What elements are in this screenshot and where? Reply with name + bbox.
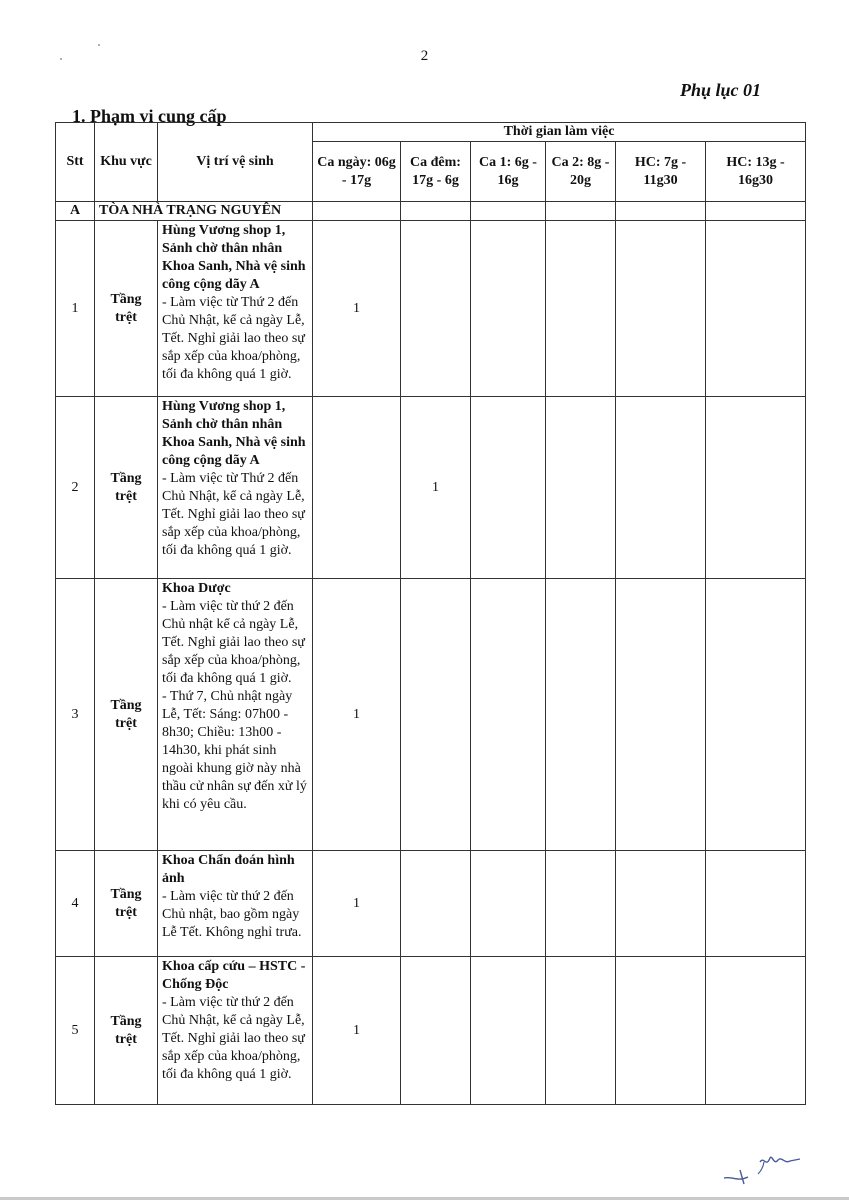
shift-cell (706, 221, 806, 397)
header-row (56, 123, 806, 142)
header-stt: Stt (56, 123, 95, 202)
header-shift: Ca 2: 8g - 20g (546, 142, 616, 202)
shift-cell (546, 851, 616, 957)
row-stt: 5 (56, 957, 95, 1105)
location-name: Hùng Vương shop 1, Sảnh chờ thân nhân Khoa Sanh, Nhà vệ sinh công cộng dãy A (162, 223, 306, 292)
page-number: 2 (420, 48, 429, 64)
shift-cell (546, 579, 616, 851)
shift-cell: 1 (313, 579, 401, 851)
shift-cell (706, 851, 806, 957)
location-note: - Làm việc từ Thứ 2 đến Chủ Nhật, kể cả ngày Lễ, Tết. Nghỉ giải lao theo sự sắp xếp của khoa/phòng, tối đa không quá 1 giờ. (162, 471, 305, 558)
location-note: - Làm việc từ Thứ 2 đến Chủ Nhật, kể cả ngày Lễ, Tết. Nghỉ giải lao theo sự sắp xếp của khoa/phòng, tối đa không quá 1 giờ. (162, 295, 305, 382)
row-khu-vuc: Tầng trệt (95, 579, 158, 851)
row-khu-vuc: Tầng trệt (95, 221, 158, 397)
group-code: A (56, 202, 95, 221)
table-row (56, 221, 806, 397)
row-stt: 2 (56, 397, 95, 579)
shift-cell (471, 851, 546, 957)
shift-cell (706, 397, 806, 579)
shift-cell (706, 579, 806, 851)
table-row (56, 397, 806, 579)
shift-cell (471, 957, 546, 1105)
row-location (158, 579, 313, 851)
row-khu-vuc: Tầng trệt (95, 397, 158, 579)
shift-cell: 1 (313, 221, 401, 397)
shift-cell (546, 397, 616, 579)
location-name: Khoa Dược (162, 581, 231, 596)
shift-cell (616, 957, 706, 1105)
scan-speck (60, 58, 62, 60)
shift-cell: 1 (313, 851, 401, 957)
shift-cell: 1 (401, 397, 471, 579)
group-name: TÒA NHÀ TRẠNG NGUYÊN (95, 202, 313, 221)
shift-cell (401, 851, 471, 957)
shift-cell (616, 221, 706, 397)
shift-cell (616, 397, 706, 579)
shift-cell (313, 397, 401, 579)
location-name: Khoa cấp cứu – HSTC - Chống Độc (162, 959, 306, 992)
shift-cell (546, 221, 616, 397)
header-shift: HC: 13g - 16g30 (706, 142, 806, 202)
appendix-label: Phụ lục 01 (679, 80, 761, 100)
row-stt: 3 (56, 579, 95, 851)
header-thoi-gian: Thời gian làm việc (313, 123, 806, 142)
table-row (56, 957, 806, 1105)
shift-cell (616, 851, 706, 957)
row-location (158, 851, 313, 957)
shift-cell: 1 (313, 957, 401, 1105)
location-note: - Làm việc từ thứ 2 đến Chủ nhật, bao gồm ngày Lễ Tết. Không nghỉ trưa. (162, 889, 302, 940)
shift-cell (401, 957, 471, 1105)
location-name: Khoa Chẩn đoán hình ảnh (162, 853, 295, 886)
shift-cell (546, 957, 616, 1105)
scope-table (55, 122, 806, 1105)
location-note: - Làm việc từ thứ 2 đến Chủ nhật kể cả ngày Lễ, Tết. Nghỉ giải lao theo sự sắp xếp của khoa/phòng, tối đa không quá 1 giờ. - Thứ 7, Chủ nhật ngày Lễ, Tết: Sáng: 07h00 - 8h30; Chiều: 13h00 - 14h30, khi phát sinh ngoài khung giờ này nhà thầu cử nhân sự đến xử lý khi có yêu cầu. (162, 599, 307, 812)
shift-cell (401, 221, 471, 397)
shift-cell (471, 397, 546, 579)
handwritten-signature (720, 1148, 810, 1188)
location-note: - Làm việc từ thứ 2 đến Chủ Nhật, kể cả ngày Lễ, Tết. Nghỉ giải lao theo sự sắp xếp của khoa/phòng, tối đa không quá 1 giờ. (162, 995, 305, 1082)
row-khu-vuc: Tầng trệt (95, 851, 158, 957)
header-vi-tri: Vị trí vệ sinh (158, 123, 313, 202)
group-row (56, 202, 806, 221)
shift-cell (706, 957, 806, 1105)
scan-speck (98, 44, 100, 46)
header-shift: Ca đêm: 17g - 6g (401, 142, 471, 202)
shift-cell (616, 579, 706, 851)
row-location (158, 221, 313, 397)
row-stt: 4 (56, 851, 95, 957)
header-shift: Ca 1: 6g - 16g (471, 142, 546, 202)
row-khu-vuc: Tầng trệt (95, 957, 158, 1105)
header-khu-vuc: Khu vực (95, 123, 158, 202)
location-name: Hùng Vương shop 1, Sảnh chờ thân nhân Khoa Sanh, Nhà vệ sinh công cộng dãy A (162, 399, 306, 468)
shift-cell (401, 579, 471, 851)
table-row (56, 851, 806, 957)
header-shift: Ca ngày: 06g - 17g (313, 142, 401, 202)
row-stt: 1 (56, 221, 95, 397)
shift-cell (471, 579, 546, 851)
row-location (158, 397, 313, 579)
header-shift: HC: 7g - 11g30 (616, 142, 706, 202)
shift-cell (471, 221, 546, 397)
table-row (56, 579, 806, 851)
row-location (158, 957, 313, 1105)
section-title: 1. Phạm vi cung cấp (72, 106, 227, 126)
